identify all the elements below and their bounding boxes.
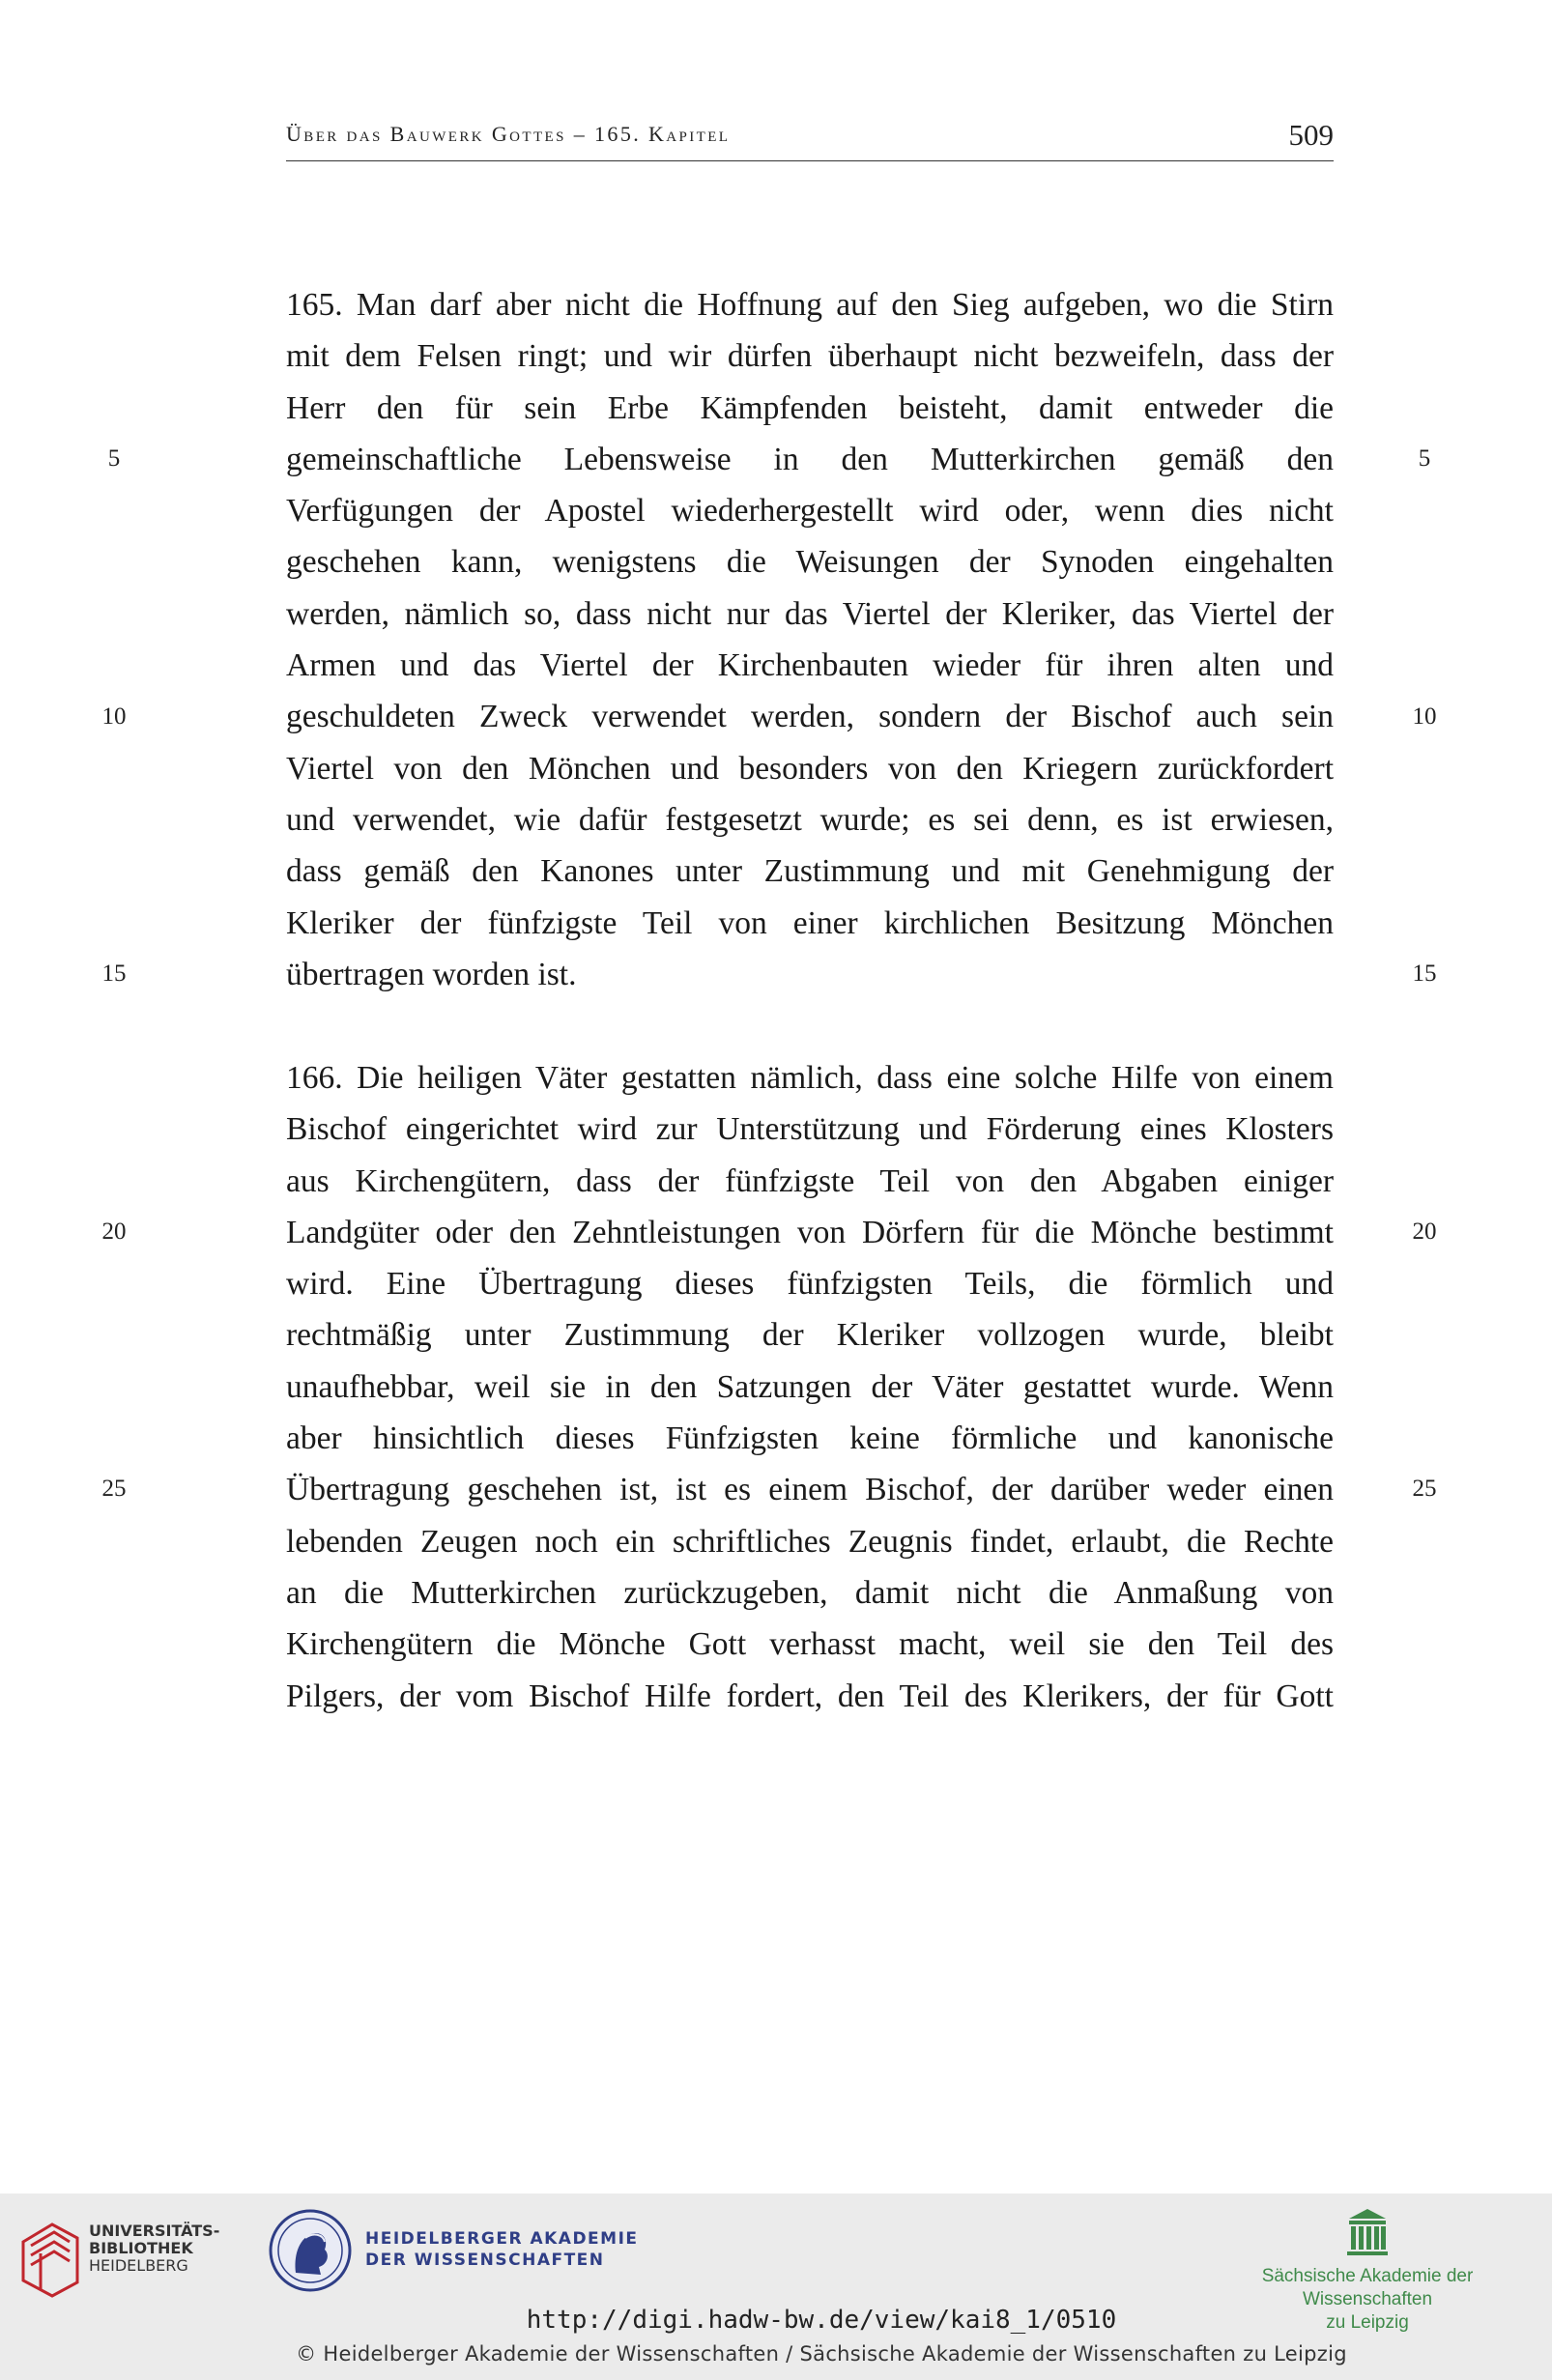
text-line: lebenden Zeugen noch ein schriftliches Zeugnis findet, erlaubt, die Rechte <box>286 1523 1334 1560</box>
text-line: mit dem Felsen ringt; und wir dürfen überhaupt nicht bezweifeln, dass der <box>286 338 1334 375</box>
saw-name-line: zu Leipzig <box>1326 2312 1409 2333</box>
text-line: an die Mutterkirchen zurückzugeben, damit nicht die Anmaßung von <box>286 1574 1334 1611</box>
line-number-left: 20 <box>101 1219 127 1245</box>
paragraph-166 <box>286 1052 1334 1722</box>
text-line: 165. Man darf aber nicht die Hoffnung auf den Sieg aufgeben, wo die Stirn <box>286 287 1334 323</box>
text-line: aus Kirchengütern, dass der fünfzigste Teil von den Abgaben einiger <box>286 1162 1334 1199</box>
text-line: und verwendet, wie dafür festgesetzt wurde; es sei denn, es ist erwiesen, <box>286 801 1334 838</box>
text-line: dass gemäß den Kanones unter Zustimmung und mit Genehmigung der <box>286 853 1334 890</box>
permalink-url[interactable]: http://digi.hadw-bw.de/view/kai8_1/0510 <box>526 2306 1117 2335</box>
hadw-name-line: DER WISSENSCHAFTEN <box>365 2251 605 2270</box>
line-number-right: 5 <box>1418 445 1431 472</box>
text-line: Bischof eingerichtet wird zur Unterstützung und Förderung eines Klosters <box>286 1111 1334 1148</box>
text-line: 166. Die heiligen Väter gestatten nämlich, dass eine solche Hilfe von einem <box>286 1060 1334 1096</box>
hadw-name-line: HEIDELBERGER AKADEMIE <box>365 2229 639 2249</box>
page-number: 509 <box>1288 118 1334 152</box>
text-line: Armen und das Viertel der Kirchenbauten wieder für ihren alten und <box>286 647 1334 684</box>
text-line: übertragen worden ist. <box>286 956 577 992</box>
text-line: Herr den für sein Erbe Kämpfenden beisteht, damit entweder die <box>286 389 1334 426</box>
saw-building-icon <box>1345 2207 1390 2257</box>
ub-heidelberg-name <box>89 2222 219 2275</box>
text-line: aber hinsichtlich dieses Fünfzigsten keine förmliche und kanonische <box>286 1420 1334 1457</box>
text-line: Übertragung geschehen ist, ist es einem Bischof, der darüber weder einen <box>286 1472 1334 1508</box>
ub-name-line: HEIDELBERG <box>89 2256 188 2275</box>
running-title: Über das Bauwerk Gottes – 165. Kapitel <box>286 122 731 146</box>
running-head <box>286 118 1334 161</box>
hadw-name <box>365 2228 639 2271</box>
line-number-left: 10 <box>101 703 127 730</box>
text-line: geschehen kann, wenigstens die Weisungen der Synoden eingehalten <box>286 544 1334 581</box>
text-line: Verfügungen der Apostel wiederhergestellt wird oder, wenn dies nicht <box>286 493 1334 530</box>
text-line: Kleriker der fünfzigste Teil von einer kirchlichen Besitzung Mönchen <box>286 904 1334 941</box>
text-line: gemeinschaftliche Lebensweise in den Mutterkirchen gemäß den <box>286 441 1334 477</box>
line-number-left: 15 <box>101 961 127 987</box>
copyright-notice: © Heidelberger Akademie der Wissenschaften / Sächsische Akademie der Wissenschaften zu Leipzig <box>296 2342 1347 2366</box>
text-line: geschuldeten Zweck verwendet werden, sondern der Bischof auch sein <box>286 699 1334 735</box>
hadw-seal-icon <box>267 2207 354 2294</box>
line-number-right: 15 <box>1412 961 1437 987</box>
ub-name-line: UNIVERSITÄTS- <box>89 2222 220 2240</box>
text-line: wird. Eine Übertragung dieses fünfzigsten Teils, die förmlich und <box>286 1266 1334 1303</box>
text-line: Pilgers, der vom Bischof Hilfe fordert, den Teil des Klerikers, der für Gott <box>286 1677 1334 1714</box>
text-line: Viertel von den Mönchen und besonders von den Kriegern zurückfordert <box>286 750 1334 787</box>
line-number-right: 20 <box>1412 1219 1437 1245</box>
text-line: werden, nämlich so, dass nicht nur das Viertel der Kleriker, das Viertel der <box>286 595 1334 632</box>
footer-bar <box>0 2194 1552 2380</box>
ub-name-line: BIBLIOTHEK <box>89 2239 193 2257</box>
paragraph-165 <box>286 279 1334 1000</box>
line-number-left: 25 <box>101 1476 127 1502</box>
line-number-left: 5 <box>107 445 121 472</box>
line-number-right: 10 <box>1412 703 1437 730</box>
text-line: Kirchengütern die Mönche Gott verhasst macht, weil sie den Teil des <box>286 1626 1334 1663</box>
saw-name-line: Sächsische Akademie der Wissenschaften <box>1261 2266 1474 2309</box>
text-line: rechtmäßig unter Zustimmung der Kleriker vollzogen wurde, bleibt <box>286 1317 1334 1354</box>
line-number-right: 25 <box>1412 1476 1437 1502</box>
text-line: Landgüter oder den Zehntleistungen von Dörfern für die Mönche bestimmt <box>286 1214 1334 1250</box>
text-line: unaufhebbar, weil sie in den Satzungen der Väter gestattet wurde. Wenn <box>286 1368 1334 1405</box>
